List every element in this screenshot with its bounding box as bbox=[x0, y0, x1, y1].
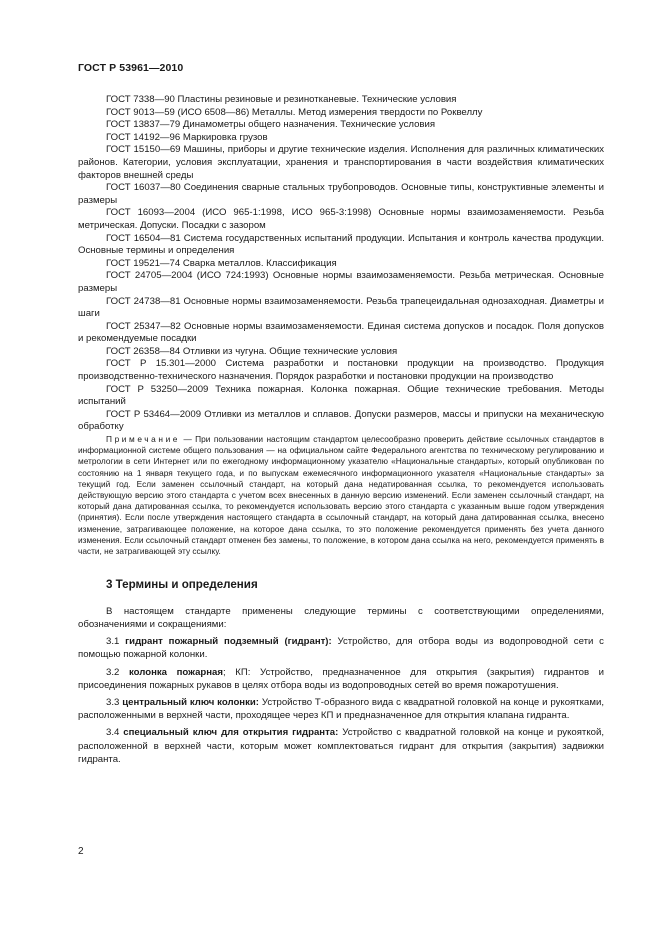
reference-item: ГОСТ 13837—79 Динамометры общего назначения. Технические условия bbox=[106, 119, 436, 131]
reference-item: ГОСТ 15150—69 Машины, приборы и другие технические изделия. Исполнения для различных климатических районов. Категории, условия эксплуатации, хранения и транспортирования в части воздействия климатических факторов внешней среды bbox=[78, 144, 604, 181]
term-text: Устройство с квадратной головкой на конце и рукояткой, расположенной в верхней части, которым может комплектоваться гидрант для открытия (закрытия) задвижки гидранта. bbox=[78, 727, 604, 765]
reference-item: ГОСТ 25347—82 Основные нормы взаимозаменяемости. Единая система допусков и посадок. Поля допусков и рекомендуемые посадки bbox=[78, 320, 604, 345]
reference-item: ГОСТ 19521—74 Сварка металлов. Классификация bbox=[106, 257, 337, 269]
term-text: Устройство Т-образного вида с квадратной головкой на конце и рукоятками, расположенными в верхней части, проходящее через КП и предназначенное для открытия клапана гидранта. bbox=[78, 697, 604, 722]
normative-references-list bbox=[78, 94, 604, 434]
term-definition bbox=[78, 726, 604, 766]
terms-list bbox=[78, 605, 604, 766]
reference-item: ГОСТ Р 53250—2009 Техника пожарная. Колонка пожарная. Общие технические требования. Методы испытаний bbox=[78, 383, 604, 408]
note-paragraph bbox=[78, 434, 604, 557]
document-header: ГОСТ Р 53961—2010 bbox=[78, 62, 184, 74]
reference-item: ГОСТ 7338—90 Пластины резиновые и резинотканевые. Технические условия bbox=[106, 94, 457, 105]
page-content bbox=[78, 94, 604, 770]
reference-item: ГОСТ 26358—84 Отливки из чугуна. Общие технические условия bbox=[106, 345, 398, 357]
reference-item: ГОСТ 16093—2004 (ИСО 965-1:1998, ИСО 965-3:1998) Основные нормы взаимозаменяемости. Резьба метрическая. Допуски. Посадки с зазором bbox=[78, 207, 604, 231]
reference-item: ГОСТ Р 53464—2009 Отливки из металлов и сплавов. Допуски размеров, массы и припуски на механическую обработку bbox=[78, 408, 604, 433]
term-number: 3.3 bbox=[106, 697, 123, 709]
term-number: 3.1 bbox=[106, 636, 126, 648]
section-intro: В настоящем стандарте применены следующие термины с соответствующими определениями, обозначениями и сокращениями: bbox=[78, 605, 604, 631]
reference-item: ГОСТ 9013—59 (ИСО 6508—86) Металлы. Метод измерения твердости по Роквеллу bbox=[106, 106, 483, 118]
reference-item: ГОСТ 24738—81 Основные нормы взаимозаменяемости. Резьба трапецеидальная однозаходная. Диаметры и шаги bbox=[78, 295, 604, 320]
term-name: центральный ключ колонки: bbox=[122, 697, 259, 709]
term-name: колонка пожарная bbox=[128, 666, 223, 678]
term-definition bbox=[78, 666, 604, 692]
term-name: специальный ключ для открытия гидранта: bbox=[123, 727, 339, 739]
reference-item: ГОСТ 24705—2004 (ИСО 724:1993) Основные нормы взаимозаменяемости. Резьба метрическая. Основные размеры bbox=[78, 270, 604, 294]
reference-item: ГОСТ Р 15.301—2000 Система разработки и постановки продукции на производство. Продукция производственно-технического назначения. Порядок разработки и постановки продукции на производство bbox=[78, 358, 604, 383]
term-definition bbox=[78, 635, 604, 661]
term-number: 3.4 bbox=[106, 727, 124, 739]
page-number: 2 bbox=[78, 846, 84, 857]
note-text: — При пользовании настоящим стандартом целесообразно проверить действие ссылочных стандартов в информационной системе общего пользования — на официальном сайте Федерального агентства по техническому регулированию и метрологии в сети Интернет или по ежегодному информационному указателю «Национальные стандарты», который опубликован по состоянию на 1 января текущего года, и по выпускам ежемесячного информационного указателя «Национальные стандарты» за текущий год. Если заменен ссылочный стандарт, на который дана недатированная ссылка, то рекомендуется использовать действующую версию этого стандарта с учетом всех внесенных в данную версию изменений. Если заменен ссылочный стандарт, на который дана датированная ссылка, то рекомендуется использовать версию этого стандарта с указанным выше годом утверждения (принятия). Если после утверждения настоящего стандарта в ссылочный стандарт, на который дана датированная ссылка, внесено изменение, затрагивающее положение, на которое дана ссылка, то это положение рекомендуется применять без учета данного изменения. Если ссылочный стандарт отменен без замены, то положение, в котором дана ссылка на него, рекомендуется применять в части, не затрагивающей эту ссылку. bbox=[78, 434, 604, 557]
term-text: ; КП: Устройство, предназначенное для открытия (закрытия) гидрантов и присоединения пожарных рукавов в целях отбора воды из водопроводных сетей во время пожаротушения. bbox=[78, 666, 605, 691]
term-text: Устройство, для отбора воды из водопроводной сети с помощью пожарной колонки. bbox=[78, 636, 604, 661]
section-title: 3 Термины и определения bbox=[106, 578, 258, 592]
reference-item: ГОСТ 16504—81 Система государственных испытаний продукции. Испытания и контроль качества продукции. Основные термины и определения bbox=[78, 232, 604, 257]
reference-item: ГОСТ 16037—80 Соединения сварные стальных трубопроводов. Основные типы, конструктивные элементы и размеры bbox=[78, 182, 604, 206]
term-name: гидрант пожарный подземный (гидрант): bbox=[125, 636, 332, 648]
term-number: 3.2 bbox=[106, 666, 129, 678]
reference-item: ГОСТ 14192—96 Маркировка грузов bbox=[106, 131, 268, 143]
note-label: Примечание bbox=[106, 434, 181, 445]
term-definition bbox=[78, 696, 604, 722]
